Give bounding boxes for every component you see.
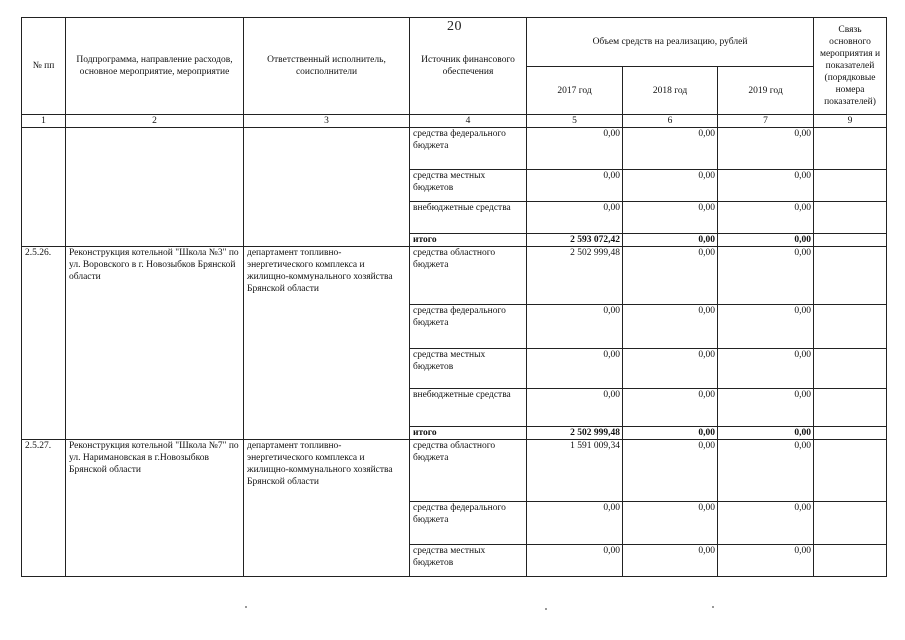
amount-2019: 0,00: [718, 128, 814, 170]
num-cell: 2.5.27.: [22, 440, 66, 577]
link-cell: [814, 427, 887, 440]
link-cell: [814, 545, 887, 577]
index-cell: 4: [410, 115, 527, 128]
header-year-2019: 2019 год: [718, 67, 814, 115]
amount-2017: 0,00: [527, 305, 623, 349]
amount-2018: 0,00: [623, 305, 718, 349]
amount-2018: 0,00: [623, 427, 718, 440]
link-cell: [814, 389, 887, 427]
source-cell: внебюджетные средства: [410, 389, 527, 427]
link-cell: [814, 234, 887, 247]
link-cell: [814, 170, 887, 202]
amount-2019: 0,00: [718, 389, 814, 427]
amount-2017: 1 591 009,34: [527, 440, 623, 502]
header-link: Связь основного мероприятия и показателей (порядковые номера показателей): [814, 18, 887, 115]
subprogram-cell: [66, 128, 244, 247]
amount-2017: 2 593 072,42: [527, 234, 623, 247]
link-cell: [814, 440, 887, 502]
amount-2018: 0,00: [623, 128, 718, 170]
index-cell: 3: [244, 115, 410, 128]
header-subprogram: Подпрограмма, направление расходов, основное мероприятие, мероприятие: [66, 18, 244, 115]
amount-2017: 0,00: [527, 349, 623, 389]
executor-cell: [244, 128, 410, 247]
header-volume: Объем средств на реализацию, рублей: [527, 18, 814, 67]
amount-2017: 0,00: [527, 170, 623, 202]
amount-2019: 0,00: [718, 170, 814, 202]
amount-2017: 0,00: [527, 389, 623, 427]
amount-2017: 0,00: [527, 502, 623, 545]
link-cell: [814, 305, 887, 349]
header-source: Источник финансового обеспечения: [410, 18, 527, 115]
index-cell: 7: [718, 115, 814, 128]
link-cell: [814, 247, 887, 305]
link-cell: [814, 128, 887, 170]
table-row: [22, 440, 887, 502]
source-cell: средства местных бюджетов: [410, 170, 527, 202]
amount-2019: 0,00: [718, 247, 814, 305]
source-cell: итого: [410, 234, 527, 247]
index-cell: 6: [623, 115, 718, 128]
executor-cell: департамент топливно-энергетического комплекса и жилищно-коммунального хозяйства Брянской области: [244, 247, 410, 440]
amount-2018: 0,00: [623, 247, 718, 305]
amount-2017: 0,00: [527, 128, 623, 170]
index-cell: 9: [814, 115, 887, 128]
executor-cell: департамент топливно-энергетического комплекса и жилищно-коммунального хозяйства Брянской области: [244, 440, 410, 577]
index-cell: 2: [66, 115, 244, 128]
table-row: [22, 128, 887, 170]
amount-2017: 0,00: [527, 202, 623, 234]
scan-speck: [245, 606, 247, 608]
source-cell: средства федерального бюджета: [410, 305, 527, 349]
amount-2019: 0,00: [718, 305, 814, 349]
index-cell: 5: [527, 115, 623, 128]
scan-speck: [545, 608, 547, 610]
source-cell: внебюджетные средства: [410, 202, 527, 234]
amount-2018: 0,00: [623, 349, 718, 389]
amount-2019: 0,00: [718, 349, 814, 389]
amount-2017: 0,00: [527, 545, 623, 577]
amount-2018: 0,00: [623, 202, 718, 234]
link-cell: [814, 349, 887, 389]
page-number: 20: [447, 19, 462, 34]
table-row: [22, 247, 887, 305]
amount-2017: 2 502 999,48: [527, 247, 623, 305]
num-cell: [22, 128, 66, 247]
link-cell: [814, 502, 887, 545]
source-cell: итого: [410, 427, 527, 440]
index-cell: 1: [22, 115, 66, 128]
source-cell: средства областного бюджета: [410, 247, 527, 305]
header-executor: Ответственный исполнитель, соисполнители: [244, 18, 410, 115]
amount-2018: 0,00: [623, 545, 718, 577]
header-year-2018: 2018 год: [623, 67, 718, 115]
amount-2018: 0,00: [623, 234, 718, 247]
header-num: № пп: [22, 18, 66, 115]
source-cell: средства федерального бюджета: [410, 502, 527, 545]
header-year-2017: 2017 год: [527, 67, 623, 115]
source-cell: средства областного бюджета: [410, 440, 527, 502]
source-cell: средства местных бюджетов: [410, 545, 527, 577]
subprogram-cell: Реконструкция котельной "Школа №7" по ул. Наримановская в г.Новозыбков Брянской области: [66, 440, 244, 577]
amount-2019: 0,00: [718, 202, 814, 234]
subprogram-cell: Реконструкция котельной "Школа №3" по ул. Воровского в г. Новозыбков Брянской области: [66, 247, 244, 440]
source-cell: средства федерального бюджета: [410, 128, 527, 170]
amount-2019: 0,00: [718, 234, 814, 247]
num-cell: 2.5.26.: [22, 247, 66, 440]
amount-2018: 0,00: [623, 389, 718, 427]
amount-2019: 0,00: [718, 502, 814, 545]
amount-2018: 0,00: [623, 440, 718, 502]
amount-2017: 2 502 999,48: [527, 427, 623, 440]
amount-2019: 0,00: [718, 440, 814, 502]
amount-2019: 0,00: [718, 545, 814, 577]
amount-2018: 0,00: [623, 502, 718, 545]
amount-2019: 0,00: [718, 427, 814, 440]
amount-2018: 0,00: [623, 170, 718, 202]
link-cell: [814, 202, 887, 234]
source-cell: средства местных бюджетов: [410, 349, 527, 389]
scan-speck: [712, 606, 714, 608]
index-row: [22, 115, 887, 128]
budget-table: [21, 17, 887, 577]
